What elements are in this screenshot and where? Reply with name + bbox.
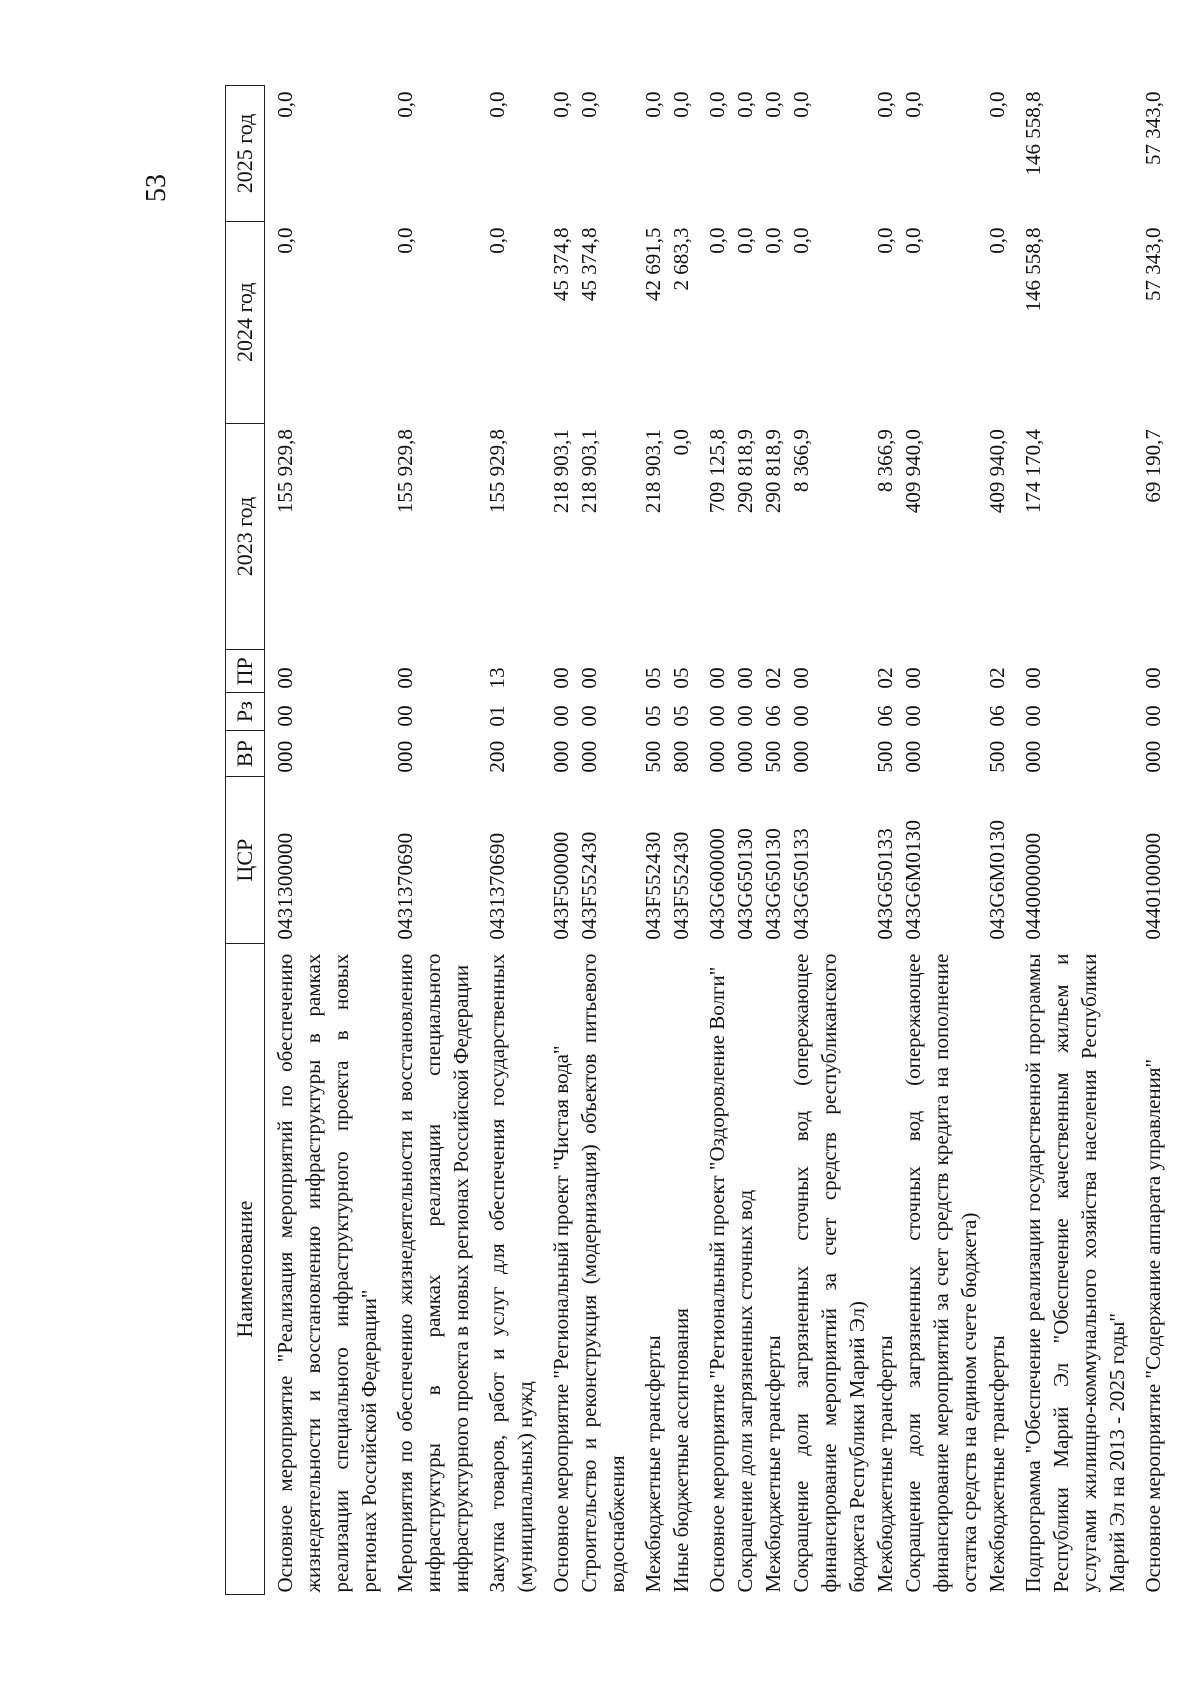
row-2023: 290 818,9 <box>733 429 757 514</box>
row-2023: 155 929,8 <box>393 429 417 514</box>
row-pr: 00 <box>733 667 757 689</box>
row-2024: 0,0 <box>873 227 897 254</box>
row-vr: 500 <box>761 740 785 773</box>
row-2023: 709 125,8 <box>705 429 729 514</box>
row-rz: 00 <box>393 705 417 727</box>
row-rz: 01 <box>485 705 509 727</box>
row-rz: 00 <box>733 705 757 727</box>
table-row <box>575 86 631 1595</box>
row-vr: 000 <box>393 740 417 773</box>
row-name: Основное мероприятие "Региональный проект "Оздоровление Волги" <box>705 966 729 1593</box>
row-2023: 218 903,1 <box>577 429 601 514</box>
table-row <box>265 86 384 1595</box>
row-2025: 0,0 <box>549 91 573 118</box>
row-pr: 00 <box>1141 667 1165 689</box>
row-csr: 043F552430 <box>577 831 601 940</box>
row-pr: 02 <box>985 667 1009 689</box>
row-vr: 500 <box>641 740 665 773</box>
row-2024: 0,0 <box>485 227 509 254</box>
row-2024: 45 374,8 <box>549 227 573 301</box>
row-2023: 69 190,7 <box>1141 429 1165 503</box>
header-2025: 2025 год <box>226 86 265 222</box>
row-2023: 409 940,0 <box>985 429 1009 514</box>
row-2024: 2 683,3 <box>669 227 693 291</box>
row-rz: 00 <box>273 705 297 727</box>
row-vr: 000 <box>789 740 813 773</box>
budget-table <box>225 85 1167 1595</box>
row-2024: 0,0 <box>273 227 297 254</box>
row-vr: 000 <box>577 740 601 773</box>
table-row <box>631 86 667 1595</box>
row-2025: 0,0 <box>873 91 897 118</box>
row-rz: 00 <box>705 705 729 727</box>
row-csr: 043F500000 <box>549 831 573 940</box>
table-row <box>695 86 731 1595</box>
row-2025: 0,0 <box>641 91 665 118</box>
row-2023: 218 903,1 <box>641 429 665 514</box>
row-name: Межбюджетные трансферты <box>761 1335 785 1593</box>
row-vr: 000 <box>733 740 757 773</box>
row-2023: 155 929,8 <box>485 429 509 514</box>
row-2023: 8 366,9 <box>789 429 813 493</box>
row-name: Сокращение доли загрязненных сточных вод (опережающее финансирование мероприятий за счет средств кредита на пополнение остатка средств на едином счете бюджета) <box>901 953 981 1593</box>
row-rz: 00 <box>1021 705 1045 727</box>
row-csr: 043G650130 <box>733 828 757 940</box>
row-name: Основное мероприятие "Содержание аппарата управления" <box>1141 1058 1165 1593</box>
row-rz: 06 <box>761 705 785 727</box>
row-vr: 200 <box>485 740 509 773</box>
row-2025: 0,0 <box>485 91 509 118</box>
row-2024: 0,0 <box>901 227 925 254</box>
row-csr: 043F552430 <box>641 831 665 940</box>
header-name: Наименование <box>226 944 265 1595</box>
row-vr: 000 <box>1021 740 1045 773</box>
row-vr: 500 <box>873 740 897 773</box>
table-row <box>1011 86 1131 1595</box>
row-rz: 00 <box>901 705 925 727</box>
row-name: Основное мероприятие "Реализация мероприятий по обеспечению жизнедеятельности и восстановлению инфраструктуры в рамках реализации специального инфраструктурного проекта в новых регионах Российской Федерации" <box>273 953 381 1593</box>
row-2024: 0,0 <box>733 227 757 254</box>
row-pr: 00 <box>705 667 729 689</box>
row-csr: 0431370690 <box>393 832 417 940</box>
row-name: Основное мероприятие "Региональный проект "Чистая вода" <box>549 1045 573 1593</box>
header-2024: 2024 год <box>226 221 265 423</box>
row-vr: 000 <box>273 740 297 773</box>
row-2023: 290 818,9 <box>761 429 785 514</box>
table-row <box>871 86 899 1595</box>
row-2024: 42 691,5 <box>641 227 665 301</box>
row-vr: 000 <box>901 740 925 773</box>
row-2024: 0,0 <box>761 227 785 254</box>
row-2024: 0,0 <box>789 227 813 254</box>
row-2025: 0,0 <box>705 91 729 118</box>
row-csr: 043G600000 <box>705 828 729 940</box>
row-csr: 0431300000 <box>273 832 297 940</box>
row-name: Закупка товаров, работ и услуг для обеспечения государственных (муниципальных) нужд <box>485 953 537 1593</box>
row-rz: 06 <box>873 705 897 727</box>
table-row <box>759 86 787 1595</box>
row-2023: 218 903,1 <box>549 429 573 514</box>
row-2025: 0,0 <box>789 91 813 118</box>
row-2024: 0,0 <box>705 227 729 254</box>
row-2024: 0,0 <box>985 227 1009 254</box>
row-name: Иные бюджетные ассигнования <box>669 1308 693 1593</box>
row-rz: 00 <box>789 705 813 727</box>
table-row <box>787 86 871 1595</box>
row-2024: 0,0 <box>393 227 417 254</box>
row-2023: 409 940,0 <box>901 429 925 514</box>
row-csr: 0440100000 <box>1141 832 1165 940</box>
row-name: Межбюджетные трансферты <box>985 1335 1009 1593</box>
table-row <box>899 86 983 1595</box>
table-header-row <box>226 86 265 1595</box>
row-pr: 05 <box>669 667 693 689</box>
row-pr: 00 <box>901 667 925 689</box>
row-rz: 00 <box>1141 705 1165 727</box>
row-pr: 05 <box>641 667 665 689</box>
row-csr: 043G6M0130 <box>901 819 925 940</box>
row-name: Сокращение доли загрязненных сточных вод <box>733 1189 757 1593</box>
row-rz: 05 <box>641 705 665 727</box>
row-2023: 155 929,8 <box>273 429 297 514</box>
page-number: 53 <box>141 174 172 202</box>
row-csr: 043G650130 <box>761 828 785 940</box>
row-pr: 00 <box>549 667 573 689</box>
row-rz: 00 <box>577 705 601 727</box>
table-row <box>731 86 759 1595</box>
header-2023: 2023 год <box>226 423 265 650</box>
row-2024: 146 558,8 <box>1021 227 1045 312</box>
rotated-page-content <box>225 85 1165 1595</box>
row-name: Сокращение доли загрязненных сточных вод (опережающее финансирование мероприятий за счет средств республиканского бюджета Республики Марий Эл) <box>789 953 869 1593</box>
row-vr: 000 <box>549 740 573 773</box>
table-row <box>983 86 1011 1595</box>
row-vr: 000 <box>1141 740 1165 773</box>
table-row <box>383 86 475 1595</box>
row-rz: 05 <box>669 705 693 727</box>
header-vr: ВР <box>226 731 265 777</box>
row-2025: 146 558,8 <box>1021 91 1045 176</box>
row-pr: 13 <box>485 667 509 689</box>
row-2025: 0,0 <box>669 91 693 118</box>
row-2023: 0,0 <box>669 429 693 456</box>
row-vr: 500 <box>985 740 1009 773</box>
row-pr: 00 <box>393 667 417 689</box>
row-2025: 0,0 <box>985 91 1009 118</box>
row-pr: 00 <box>1021 667 1045 689</box>
row-2025: 57 343,0 <box>1141 91 1165 165</box>
row-2024: 45 374,8 <box>577 227 601 301</box>
row-2024: 57 343,0 <box>1141 227 1165 301</box>
header-rz: Рз <box>226 693 265 731</box>
row-2025: 0,0 <box>733 91 757 118</box>
row-vr: 000 <box>705 740 729 773</box>
row-pr: 02 <box>761 667 785 689</box>
row-csr: 0431370690 <box>485 832 509 940</box>
row-rz: 06 <box>985 705 1009 727</box>
header-pr: ПР <box>226 650 265 693</box>
row-csr: 043F552430 <box>669 831 693 940</box>
row-2025: 0,0 <box>901 91 925 118</box>
row-csr: 0440000000 <box>1021 832 1045 940</box>
row-name: Межбюджетные трансферты <box>873 1335 897 1593</box>
row-2023: 174 170,4 <box>1021 429 1045 514</box>
row-2025: 0,0 <box>761 91 785 118</box>
row-csr: 043G6M0130 <box>985 819 1009 940</box>
row-csr: 043G650133 <box>789 828 813 940</box>
table-row <box>475 86 539 1595</box>
row-2025: 0,0 <box>273 91 297 118</box>
table-row <box>1131 86 1167 1595</box>
row-csr: 043G650133 <box>873 828 897 940</box>
row-pr: 00 <box>577 667 601 689</box>
row-2025: 0,0 <box>577 91 601 118</box>
row-name: Мероприятия по обеспечению жизнедеятельности и восстановлению инфраструктуры в рамках реализации специального инфраструктурного проекта в новых регионах Российской Федерации <box>393 953 473 1593</box>
row-pr: 00 <box>273 667 297 689</box>
row-2025: 0,0 <box>393 91 417 118</box>
header-csr: ЦСР <box>226 777 265 944</box>
row-pr: 00 <box>789 667 813 689</box>
row-rz: 00 <box>549 705 573 727</box>
row-name: Подпрограмма "Обеспечение реализации государственной программы Республики Марий Эл "Обеспечение качественным жильем и услугами жилищно-коммунального хозяйства населения Республики Марий Эл на 2013 - 2025 годы" <box>1021 953 1129 1593</box>
table-row <box>667 86 695 1595</box>
table-body <box>265 86 1168 1595</box>
row-name: Межбюджетные трансферты <box>641 1335 665 1593</box>
row-name: Строительство и реконструкция (модернизация) объектов питьевого водоснабжения <box>577 953 629 1593</box>
table-row <box>539 86 575 1595</box>
row-2023: 8 366,9 <box>873 429 897 493</box>
row-vr: 800 <box>669 740 693 773</box>
row-pr: 02 <box>873 667 897 689</box>
